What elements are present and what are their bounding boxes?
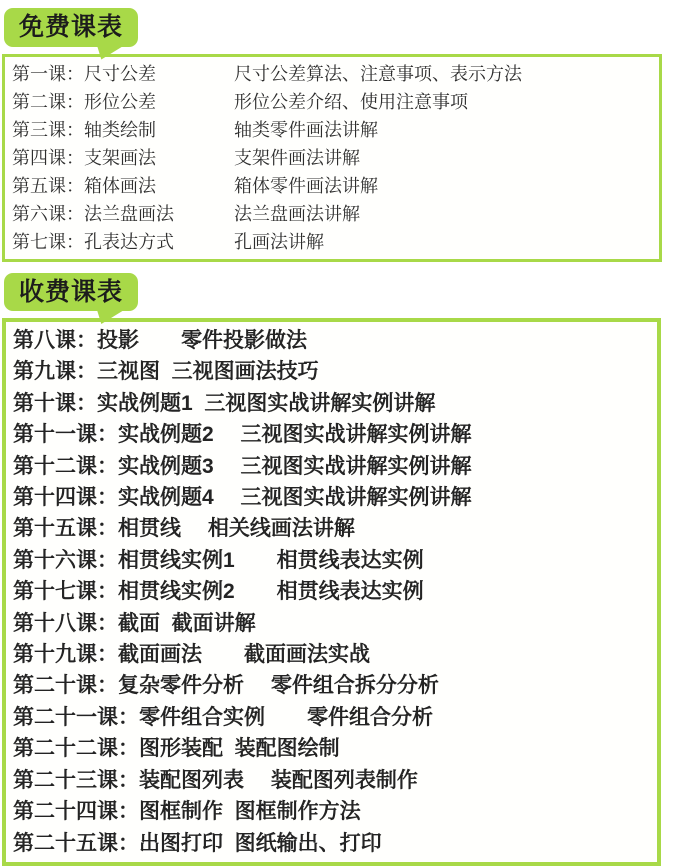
course-row: 第二十课：复杂零件分析 零件组合拆分分析: [13, 674, 439, 698]
free-courses-tab-label: 免费课表: [19, 13, 124, 41]
free-course-table: [2, 54, 662, 262]
course-row: 第二十五课：出图打印 图纸输出、打印: [13, 831, 382, 855]
paid-courses-tab-label: 收费课表: [19, 277, 124, 306]
course-row: 第十五课：相贯线 相关线画法讲解: [13, 517, 355, 541]
paid-courses-tab: [4, 273, 138, 312]
course-row: [12, 60, 659, 88]
course-row: 第十四课：实战例题4 三视图实战讲解实例讲解: [13, 486, 472, 510]
course-row: [12, 116, 659, 144]
course-desc: 法兰盘画法讲解: [234, 203, 360, 224]
course-row: 第二十四课：图框制作 图框制作方法: [13, 800, 361, 824]
course-row: 第二十一课：零件组合实例 零件组合分析: [13, 705, 433, 729]
course-desc: 箱体零件画法讲解: [234, 175, 378, 196]
course-row: [12, 88, 659, 116]
course-title: 第三课：轴类绘制: [12, 119, 156, 140]
course-desc: 尺寸公差算法、注意事项、表示方法: [234, 63, 522, 84]
course-title: 第一课：尺寸公差: [12, 63, 156, 84]
course-row: 第八课：投影 零件投影做法: [13, 329, 307, 352]
course-row: 第十九课：截面画法 截面画法实战: [13, 643, 370, 667]
free-courses-tab: [4, 8, 138, 47]
course-row: 第十七课：相贯线实例2 相贯线表达实例: [13, 580, 424, 604]
free-section: [0, 8, 700, 262]
paid-section: [0, 273, 700, 866]
course-title: 第四课：支架画法: [12, 147, 156, 168]
course-row: [12, 228, 659, 256]
course-title: 第七课：孔表达方式: [12, 231, 174, 252]
course-row: 第十八课：截面 截面讲解: [13, 611, 256, 635]
course-desc: 孔画法讲解: [234, 231, 324, 252]
course-row: 第二十二课：图形装配 装配图绘制: [13, 737, 340, 761]
course-title: 第二课：形位公差: [12, 91, 156, 112]
course-title: 第六课：法兰盘画法: [12, 203, 174, 224]
course-row: [12, 144, 659, 172]
paid-course-table: [2, 318, 661, 866]
course-row: [12, 200, 659, 228]
course-row: 第十六课：相贯线实例1 相贯线表达实例: [13, 548, 424, 572]
course-row: 第二十三课：装配图列表 装配图列表制作: [13, 768, 418, 792]
course-desc: 形位公差介绍、使用注意事项: [234, 91, 468, 112]
course-desc: 支架件画法讲解: [234, 147, 360, 168]
course-row: 第九课：三视图 三视图画法技巧: [13, 360, 319, 384]
course-row: [12, 172, 659, 200]
course-row: 第十二课：实战例题3 三视图实战讲解实例讲解: [13, 454, 472, 478]
course-row: 第十课：实战例题1 三视图实战讲解实例讲解: [13, 391, 436, 415]
course-row: 第十一课：实战例题2 三视图实战讲解实例讲解: [13, 423, 472, 447]
course-desc: 轴类零件画法讲解: [234, 119, 378, 140]
course-title: 第五课：箱体画法: [12, 175, 156, 196]
